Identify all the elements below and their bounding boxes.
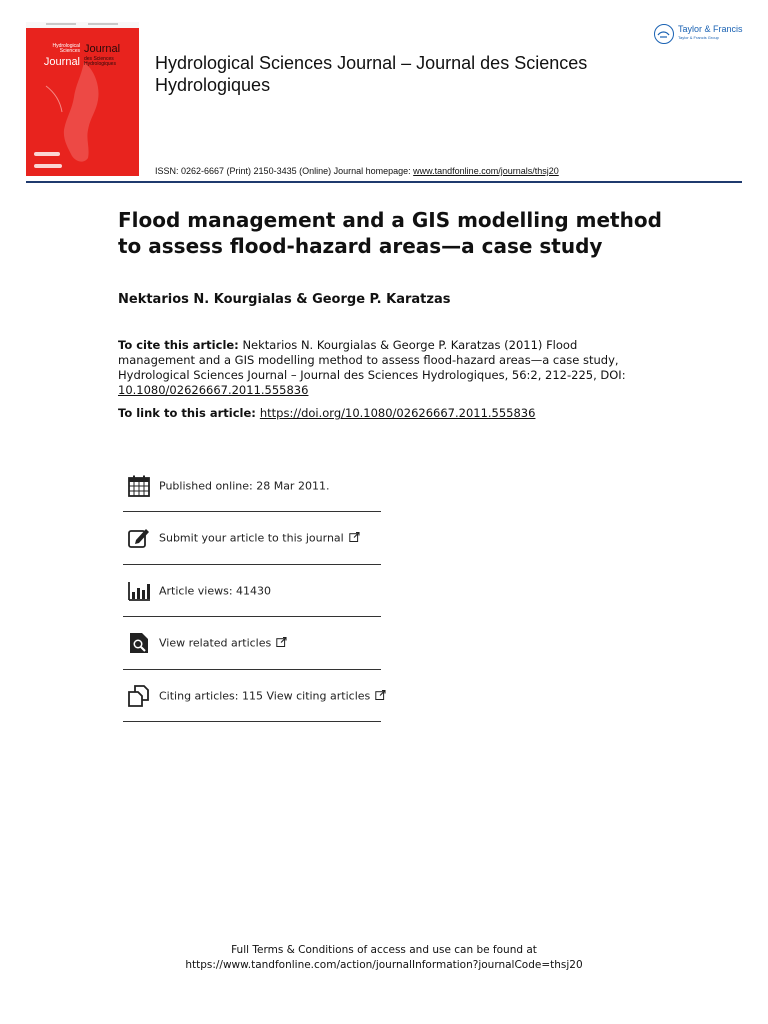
article-title: Flood management and a GIS modelling method to assess flood-hazard areas—a case study <box>118 208 662 258</box>
related-articles-row[interactable] <box>123 617 381 670</box>
cover-title-left-large: Journal <box>43 55 80 68</box>
external-link-icon <box>375 689 386 700</box>
cover-title-right-small: des Sciences Hydrologiques <box>84 55 116 67</box>
published-row <box>123 460 381 512</box>
citing-articles-label: Citing articles: 115 View citing articles <box>159 689 371 702</box>
cover-title-left-small: Hydrological Sciences <box>52 43 80 55</box>
related-articles-label: View related articles <box>159 636 272 650</box>
link-label: To link to this article: <box>118 406 256 420</box>
article-link-line <box>118 406 535 420</box>
issn-text: ISSN: 0262-6667 (Print) 2150-3435 (Online) Journal homepage: <box>155 166 414 176</box>
cover-publisher-mark <box>34 152 60 156</box>
publisher-group: Taylor & Francis Group <box>678 35 719 40</box>
publisher-logo-icon <box>654 24 674 44</box>
published-date: Published online: 28 Mar 2011. <box>159 479 330 492</box>
related-articles-text <box>159 637 287 650</box>
citing-articles-text <box>159 689 386 702</box>
citing-articles-row[interactable] <box>123 670 381 722</box>
article-info-list <box>123 460 381 722</box>
citation-block <box>118 338 638 398</box>
publisher-logo[interactable] <box>654 22 746 46</box>
copy-documents-icon <box>127 684 151 708</box>
search-document-icon <box>127 631 151 655</box>
cover-title-left <box>40 44 80 68</box>
cover-publisher-mark-2 <box>34 164 62 168</box>
publisher-name: Taylor & Francis <box>678 24 743 34</box>
header-divider <box>26 181 742 183</box>
article-views: Article views: 41430 <box>159 584 272 597</box>
journal-title: Hydrological Sciences Journal – Journal des Sciences Hydrologiques <box>155 53 588 95</box>
submit-article-row[interactable] <box>123 512 381 565</box>
cover-title-right <box>84 44 134 67</box>
cite-text: Nektarios N. Kourgialas & George P. Karatzas (2011) Flood management and a GIS modelling method to assess flood-hazard areas—a case study, Hydrological Sciences Journal – Journal des Sciences Hydrologiques, 56:2, 212-225, DOI: <box>118 338 626 382</box>
footer-line-1: Full Terms & Conditions of access and use can be found at <box>231 944 537 956</box>
cover-title-right-large: Journal <box>84 43 121 55</box>
issn-line <box>155 166 559 176</box>
external-link-icon <box>349 532 360 543</box>
cite-doi-link[interactable]: 10.1080/02626667.2011.555836 <box>118 383 309 397</box>
footer-terms <box>0 943 768 973</box>
edit-icon <box>127 526 151 550</box>
submit-article-label: Submit your article to this journal <box>159 531 344 545</box>
cite-label: To cite this article: <box>118 338 239 352</box>
article-authors: Nektarios N. Kourgialas & George P. Karatzas <box>118 292 451 307</box>
journal-homepage-link[interactable]: www.tandfonline.com/journals/thsj20 <box>413 166 559 176</box>
article-doi-link[interactable]: https://doi.org/10.1080/02626667.2011.555836 <box>259 406 536 420</box>
bar-chart-icon <box>127 579 151 603</box>
footer-terms-link[interactable]: https://www.tandfonline.com/action/journalInformation?journalCode=thsj20 <box>185 959 583 971</box>
journal-cover <box>26 22 139 176</box>
calendar-icon <box>127 474 151 498</box>
article-views-row <box>123 565 381 617</box>
external-link-icon <box>276 637 287 648</box>
submit-article-text <box>159 532 360 545</box>
